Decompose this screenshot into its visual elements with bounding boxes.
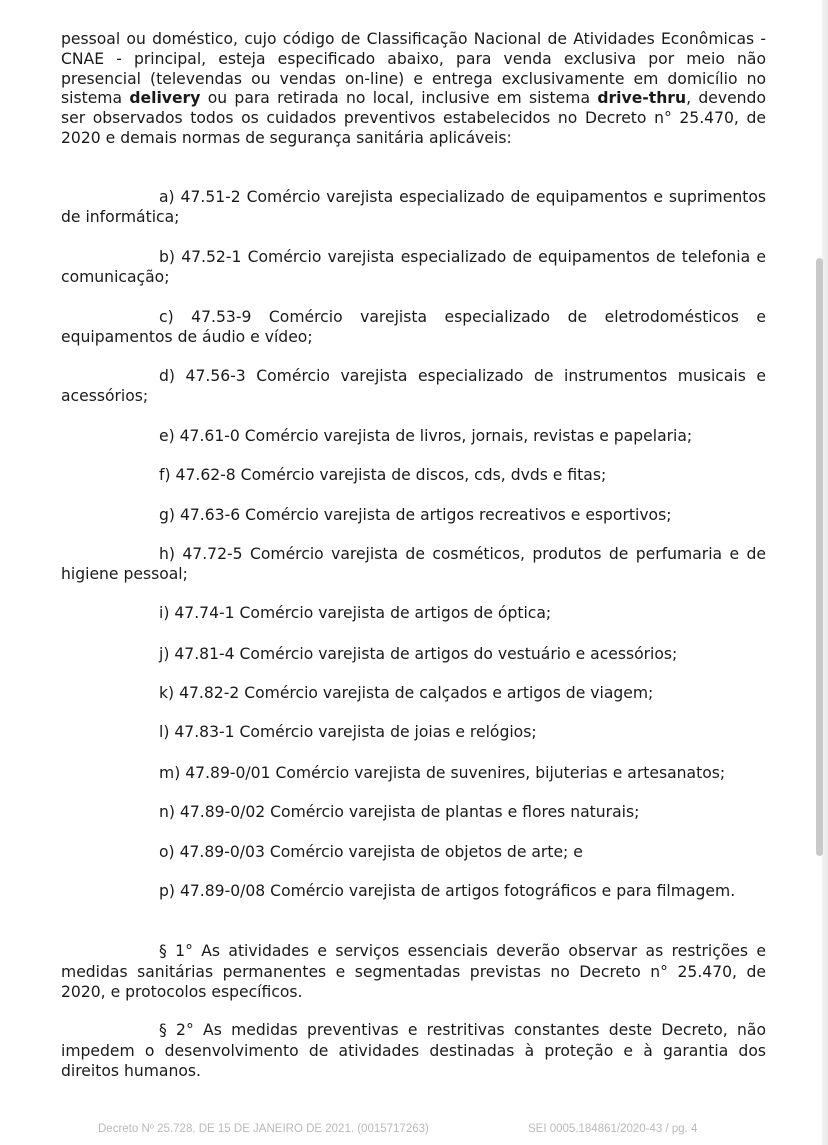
list-item-d: d) 47.56-3 Comércio varejista especializado de instrumentos musicais e acessórios; bbox=[61, 367, 766, 405]
list-item-a: a) 47.51-2 Comércio varejista especializado de equipamentos e suprimentos de informática; bbox=[61, 188, 766, 226]
list-item-b: b) 47.52-1 Comércio varejista especializado de equipamentos de telefonia e comunicação; bbox=[61, 248, 766, 286]
delivery-term: delivery bbox=[129, 89, 201, 108]
footer-decree-reference: Decreto Nº 25.728, DE 15 DE JANEIRO DE 2021. (0015717263) bbox=[98, 1123, 429, 1135]
intro-paragraph bbox=[61, 30, 766, 149]
list-item-n: n) 47.89-0/02 Comércio varejista de plantas e flores naturais; bbox=[159, 803, 640, 821]
list-item-f: f) 47.62-8 Comércio varejista de discos, cds, dvds e fitas; bbox=[159, 466, 607, 484]
list-item-h: h) 47.72-5 Comércio varejista de cosméticos, produtos de perfumaria e de higiene pessoal; bbox=[61, 545, 766, 583]
drive-thru-term: drive-thru bbox=[597, 89, 687, 108]
list-item-m: m) 47.89-0/01 Comércio varejista de suvenires, bijuterias e artesanatos; bbox=[159, 764, 726, 782]
list-item-o: o) 47.89-0/03 Comércio varejista de objetos de arte; e bbox=[159, 843, 583, 861]
list-item-k: k) 47.82-2 Comércio varejista de calçados e artigos de viagem; bbox=[159, 684, 654, 702]
list-item-p: p) 47.89-0/08 Comércio varejista de artigos fotográficos e para filmagem. bbox=[159, 882, 736, 900]
footer-sei-page: SEI 0005.184861/2020-43 / pg. 4 bbox=[528, 1123, 698, 1135]
list-item-e: e) 47.61-0 Comércio varejista de livros, jornais, revistas e papelaria; bbox=[159, 427, 693, 445]
list-item-l: l) 47.83-1 Comércio varejista de joias e relógios; bbox=[159, 723, 537, 741]
list-item-c: c) 47.53-9 Comércio varejista especializado de eletrodomésticos e equipamentos de áudio e vídeo; bbox=[61, 308, 766, 346]
scrollbar[interactable] bbox=[816, 258, 823, 856]
list-item-g: g) 47.63-6 Comércio varejista de artigos recreativos e esportivos; bbox=[159, 506, 672, 524]
list-item-j: j) 47.81-4 Comércio varejista de artigos do vestuário e acessórios; bbox=[159, 645, 678, 663]
intro-text-3: , devendo ser observados todos os cuidados preventivos estabelecidos no Decreto n° 25.470, de 2020 e demais normas de segurança sanitária aplicáveis: bbox=[61, 89, 766, 147]
intro-text-1: pessoal ou doméstico, cujo código de Classificação Nacional de Atividades Econômicas - CNAE - principal, esteja especificado abaixo, para venda exclusiva por meio não presencial (televendas ou vendas on-line) e entrega exclusivamente em domicílio no sistema bbox=[61, 30, 766, 108]
paragraph-2: § 2° As medidas preventivas e restritivas constantes deste Decreto, não impedem o desenvolvimento de atividades destinadas à proteção e à garantia dos direitos humanos. bbox=[61, 1021, 766, 1081]
intro-text-2: ou para retirada no local, inclusive em sistema bbox=[207, 89, 591, 108]
paragraph-1: § 1° As atividades e serviços essenciais deverão observar as restrições e medidas sanitárias permanentes e segmentadas previstas no Decreto n° 25.470, de 2020, e protocolos específicos. bbox=[61, 942, 766, 1002]
list-item-i: i) 47.74-1 Comércio varejista de artigos de óptica; bbox=[159, 604, 552, 622]
